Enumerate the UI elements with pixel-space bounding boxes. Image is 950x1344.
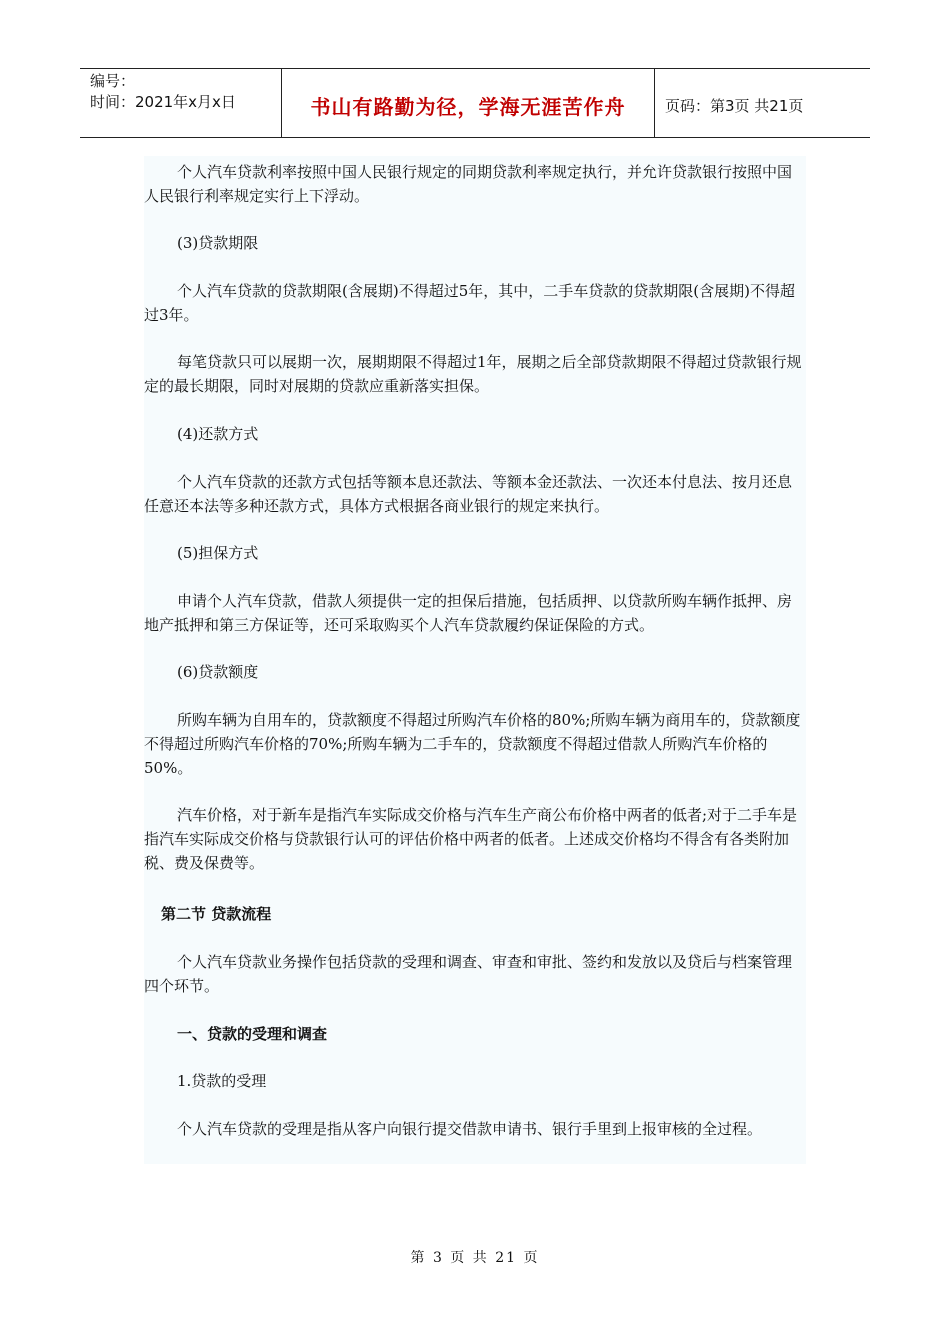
- subheading: (5)担保方式: [177, 544, 259, 562]
- subsection-heading: 一、贷款的受理和调查: [177, 1025, 328, 1043]
- number-label: 编号：: [90, 72, 136, 90]
- subheading: (4)还款方式: [177, 425, 259, 443]
- paragraph: 所购车辆为自用车的，贷款额度不得超过所购汽车价格的80%;所购车辆为商用车的，贷款额度不得超过所购汽车价格的70%;所购车辆为二手车的，贷款额度不得超过借款人所购汽车价格的50%。: [144, 711, 801, 777]
- page-footer: 第 3 页 共 21 页: [410, 1250, 540, 1266]
- page-header: [80, 68, 870, 138]
- paragraph: 申请个人汽车贷款，借款人须提供一定的担保后措施，包括质押、以贷款所购车辆作抵押、房地产抵押和第三方保证等，还可采取购买个人汽车贷款履约保证保险的方式。: [144, 592, 793, 634]
- document-body: [144, 156, 806, 1164]
- header-motto: 书山有路勤为径，学海无涯苦作舟: [282, 69, 655, 137]
- section-heading: 第二节 贷款流程: [161, 905, 272, 923]
- paragraph: 个人汽车贷款业务操作包括贷款的受理和调查、审查和审批、签约和发放以及贷后与档案管理四个环节。: [144, 953, 793, 995]
- header-meta: [80, 69, 282, 137]
- paragraph: 个人汽车贷款的还款方式包括等额本息还款法、等额本金还款法、一次还本付息法、按月还息任意还本法等多种还款方式，具体方式根据各商业银行的规定来执行。: [144, 473, 793, 515]
- subheading: (3)贷款期限: [177, 234, 259, 252]
- paragraph: 每笔贷款只可以展期一次，展期期限不得超过1年，展期之后全部贷款期限不得超过贷款银行规定的最长期限，同时对展期的贷款应重新落实担保。: [144, 353, 802, 395]
- paragraph: 个人汽车贷款利率按照中国人民银行规定的同期贷款利率规定执行，并允许贷款银行按照中国人民银行利率规定实行上下浮动。: [144, 163, 793, 205]
- paragraph: 个人汽车贷款的贷款期限(含展期)不得超过5年，其中，二手车贷款的贷款期限(含展期)不得超过3年。: [144, 282, 795, 324]
- subheading: 1.贷款的受理: [177, 1072, 267, 1090]
- subheading: (6)贷款额度: [177, 663, 259, 681]
- paragraph: 汽车价格，对于新车是指汽车实际成交价格与汽车生产商公布价格中两者的低者;对于二手车是指汽车实际成交价格与贷款银行认可的评估价格中两者的低者。上述成交价格均不得含有各类附加税、费及保费等。: [144, 806, 798, 872]
- date-label: 时间：2021年x月x日: [90, 93, 236, 111]
- header-page-info: 页码：第3页 共21页: [665, 96, 804, 115]
- paragraph: 个人汽车贷款的受理是指从客户向银行提交借款申请书、银行手里到上报审核的全过程。: [177, 1120, 763, 1138]
